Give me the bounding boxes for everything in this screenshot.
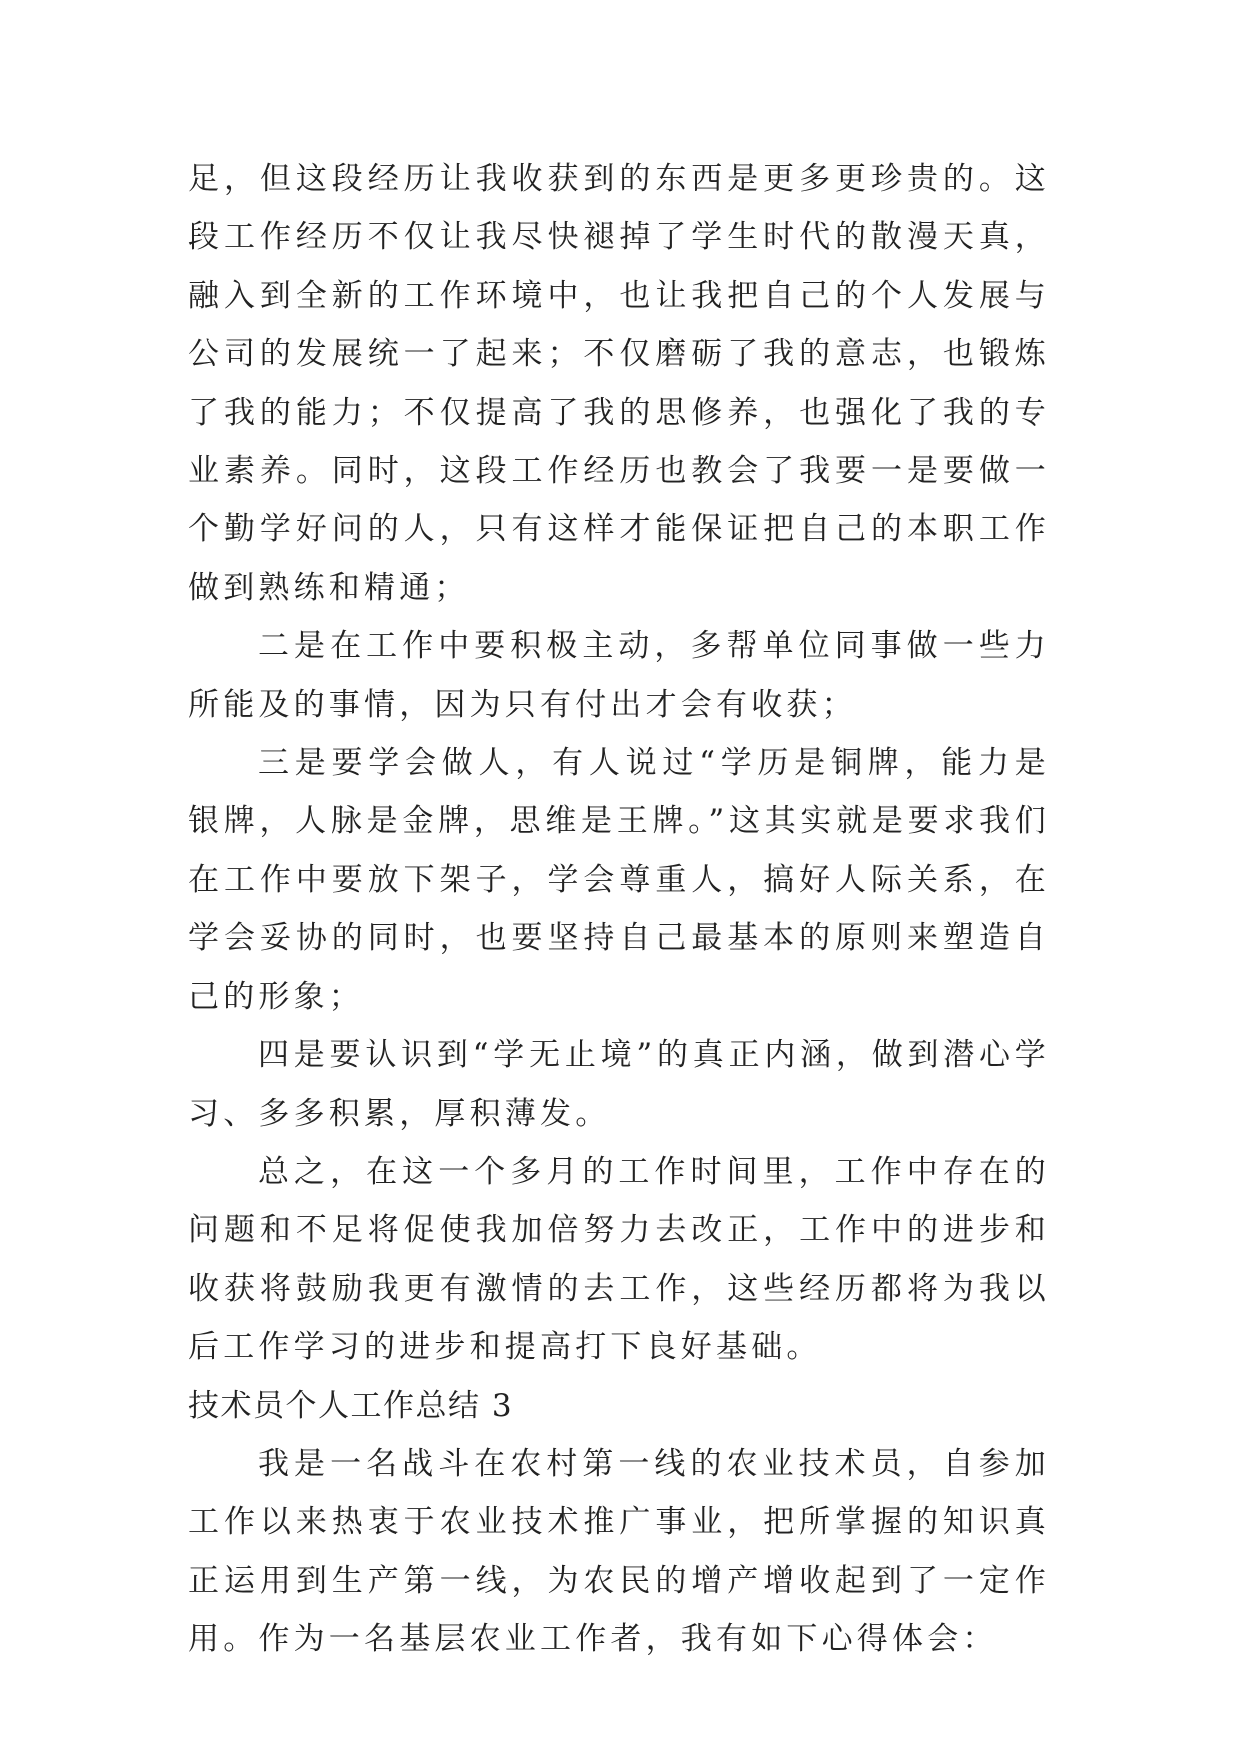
body-paragraph: 四是要认识到“学无止境”的真正内涵，做到潜心学习、多多积累，厚积薄发。 [188,1037,1050,1132]
body-paragraph: 总之，在这一个多月的工作时间里，工作中存在的问题和不足将促使我加倍努力去改正，工作中的进步和收获将鼓励我更有激情的去工作，这些经历都将为我以后工作学习的进步和提高打下良好基础。 [188,1153,1050,1366]
document-body [188,150,1050,1669]
body-paragraph: 二是在工作中要积极主动，多帮单位同事做一些力所能及的事情，因为只有付出才会有收获； [188,628,1050,723]
section-heading: 技术员个人工作总结 3 [188,1387,514,1424]
body-paragraph: 三是要学会做人，有人说过“学历是铜牌，能力是银牌，人脉是金牌，思维是王牌。”这其实就是要求我们在工作中要放下架子，学会尊重人，搞好人际关系，在学会妥协的同时，也要坚持自己最基本的原则来塑造自己的形象； [188,745,1050,1015]
body-paragraph: 足，但这段经历让我收获到的东西是更多更珍贵的。这段工作经历不仅让我尽快褪掉了学生时代的散漫天真，融入到全新的工作环境中，也让我把自己的个人发展与公司的发展统一了起来；不仅磨砺了我的意志，也锻炼了我的能力；不仅提高了我的思修养，也强化了我的专业素养。同时，这段工作经历也教会了我要一是要做一个勤学好问的人，只有这样才能保证把自己的本职工作做到熟练和精通； [188,161,1050,606]
section-paragraph: 我是一名战斗在农村第一线的农业技术员，自参加工作以来热衷于农业技术推广事业，把所掌握的知识真正运用到生产第一线，为农民的增产增收起到了一定作用。作为一名基层农业工作者，我有如下心得体会： [188,1445,1050,1658]
